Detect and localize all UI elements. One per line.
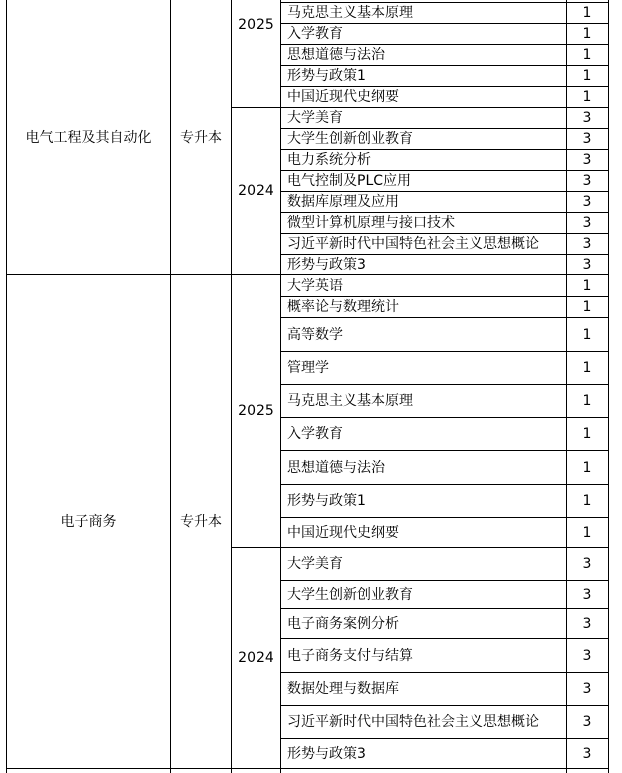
course-name: 大学美育 [287, 110, 343, 126]
course-name: 管理学 [287, 360, 329, 376]
course-credit: 1 [582, 5, 592, 21]
year-cell [232, 275, 280, 547]
course-credit: 3 [582, 647, 592, 664]
course-name: 形势与政策3 [287, 256, 366, 273]
course-credit: 1 [582, 459, 592, 476]
course-credit: 3 [582, 681, 592, 697]
course-name: 电子商务案例分析 [287, 615, 399, 632]
study-level: 专升本 [180, 130, 222, 146]
year-label: 2024 [238, 183, 274, 199]
course-name: 大学生创新创业教育 [287, 131, 413, 147]
course-credit: 1 [582, 524, 592, 541]
level-cell [171, 275, 231, 768]
course-credit: 3 [582, 194, 592, 210]
course-name: 习近平新时代中国特色社会主义思想概论 [287, 714, 539, 730]
year-cell [232, 0, 280, 50]
course-credit: 1 [582, 326, 592, 343]
year-cell [232, 108, 280, 274]
major-divider [6, 768, 609, 769]
course-credit: 1 [582, 68, 592, 84]
study-level: 专升本 [180, 513, 222, 530]
course-credit: 3 [582, 215, 592, 231]
course-name: 入学教育 [287, 26, 343, 42]
year-cell [232, 548, 280, 768]
course-credit: 3 [582, 173, 592, 189]
course-credit: 1 [582, 47, 592, 63]
course-credit: 3 [582, 745, 592, 762]
course-name: 电力系统分析 [287, 152, 371, 168]
course-name: 形势与政策3 [287, 745, 366, 762]
major-name: 电子商务 [60, 513, 117, 530]
course-name: 电气控制及PLC应用 [287, 173, 412, 189]
course-name: 入学教育 [287, 426, 343, 442]
major-name: 电气工程及其自动化 [25, 130, 152, 146]
major-name-cell [7, 275, 170, 768]
course-credit: 1 [582, 493, 592, 509]
course-name: 微型计算机原理与接口技术 [287, 215, 455, 231]
level-cell [171, 2, 231, 274]
course-name: 马克思主义基本原理 [287, 393, 413, 409]
course-credit: 3 [582, 236, 592, 252]
column-divider [280, 0, 281, 773]
course-name: 中国近现代史纲要 [287, 524, 399, 541]
course-credit: 3 [582, 615, 592, 632]
course-name: 电子商务支付与结算 [287, 647, 413, 664]
course-credit: 3 [582, 256, 592, 273]
course-name: 形势与政策1 [287, 68, 366, 84]
table-border-right [608, 0, 609, 773]
course-credit: 1 [582, 393, 592, 409]
course-name: 形势与政策1 [287, 493, 366, 509]
course-name: 概率论与数理统计 [287, 299, 399, 315]
course-name: 大学英语 [287, 277, 343, 294]
row-divider [280, 351, 609, 352]
course-name: 习近平新时代中国特色社会主义思想概论 [287, 236, 539, 252]
course-name: 数据库原理及应用 [287, 194, 399, 210]
course-credit: 3 [582, 131, 592, 147]
course-credit: 1 [582, 89, 592, 105]
course-credit: 3 [582, 152, 592, 168]
course-name: 中国近现代史纲要 [287, 89, 399, 105]
course-credit: 1 [582, 299, 592, 315]
course-credit: 3 [582, 556, 592, 572]
year-label: 2025 [238, 403, 274, 419]
course-credit: 1 [582, 426, 592, 442]
course-credit: 1 [582, 360, 592, 376]
course-name: 高等数学 [287, 326, 343, 343]
course-name: 思想道德与法治 [287, 47, 385, 63]
course-name: 数据处理与数据库 [287, 681, 399, 697]
course-credit: 1 [582, 26, 592, 42]
course-credit: 3 [582, 714, 592, 730]
course-credit: 3 [582, 110, 592, 126]
course-credit: 3 [582, 586, 592, 603]
course-credit: 1 [582, 277, 592, 294]
course-name: 马克思主义基本原理 [287, 5, 413, 21]
course-name: 思想道德与法治 [287, 459, 385, 476]
year-label: 2025 [238, 17, 274, 33]
course-name: 大学美育 [287, 556, 343, 572]
year-label: 2024 [238, 650, 274, 666]
major-name-cell [7, 2, 170, 274]
course-name: 大学生创新创业教育 [287, 586, 413, 603]
